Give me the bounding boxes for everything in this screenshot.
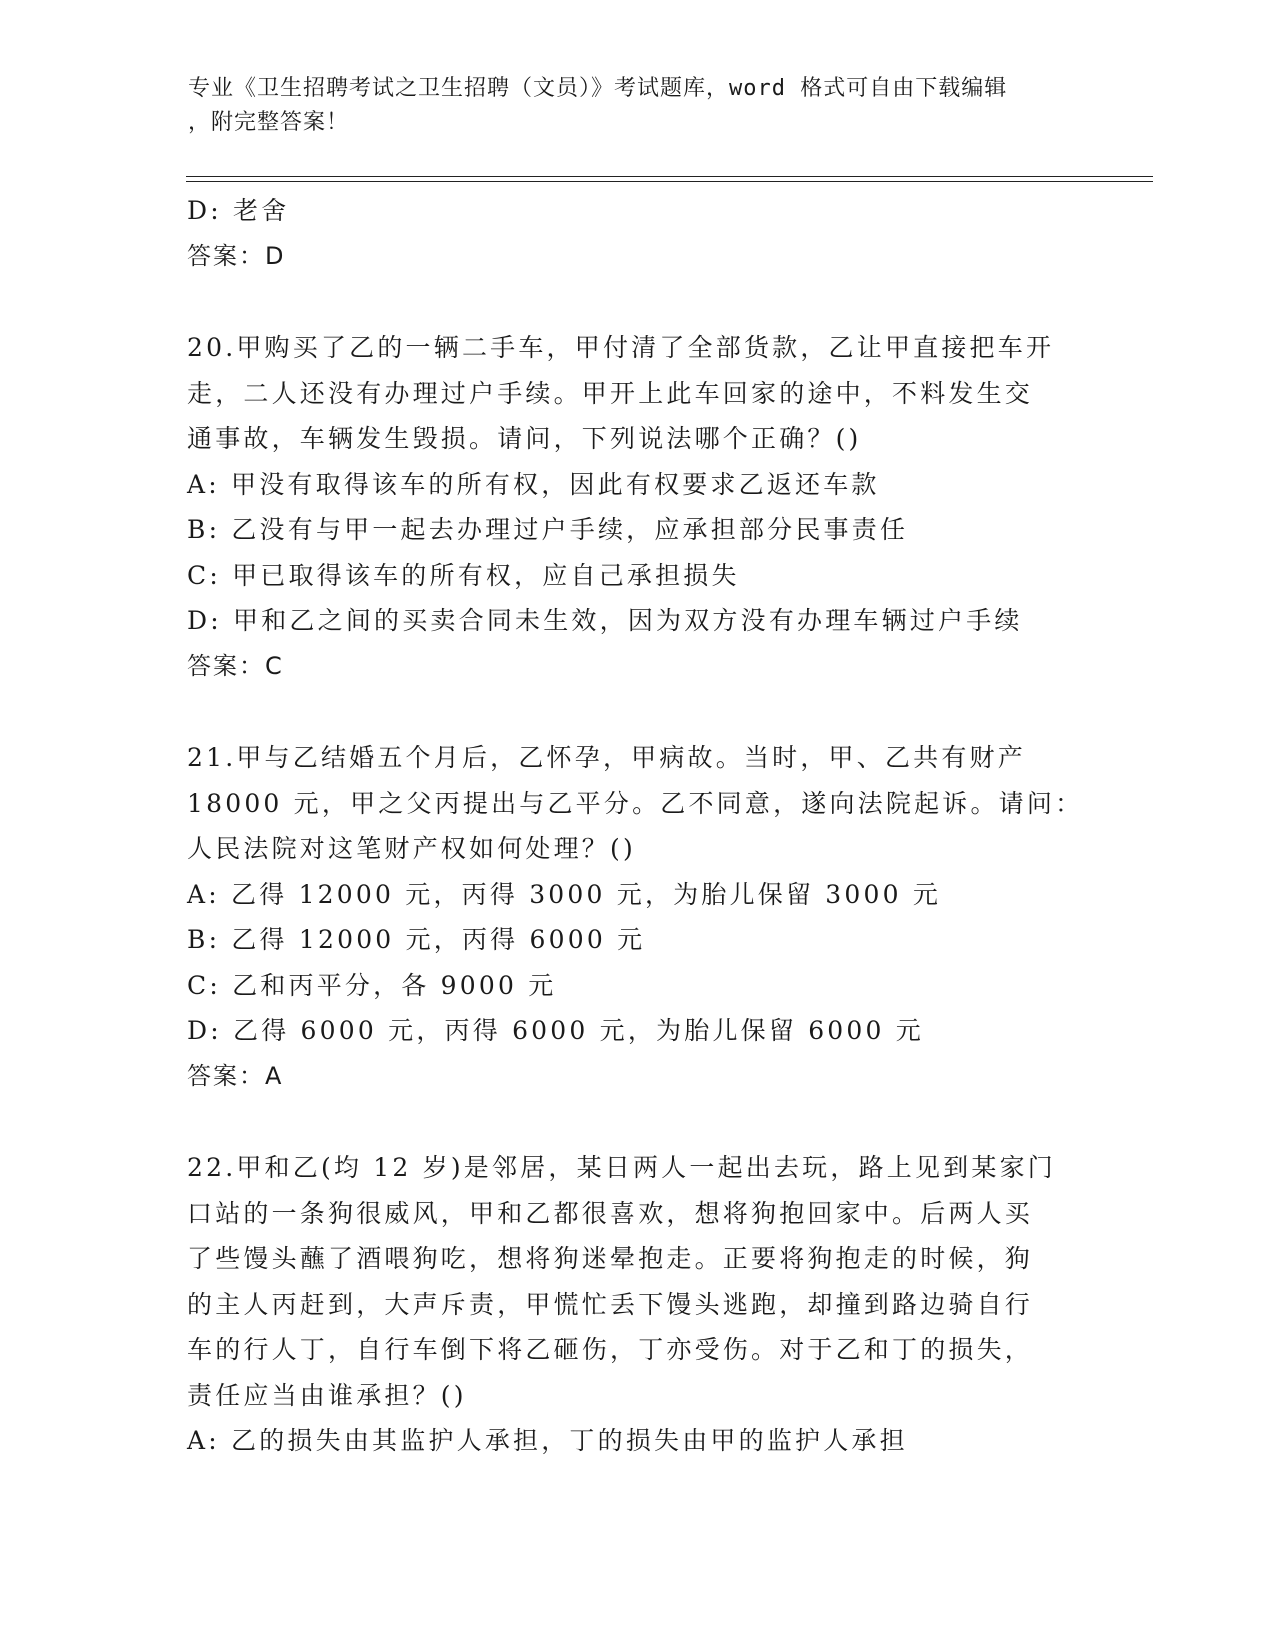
answer-line: 答案：D xyxy=(187,241,286,270)
question-content xyxy=(187,188,1087,1464)
previous-question-tail xyxy=(187,188,1087,279)
answer-line: 答案：A xyxy=(187,1061,284,1090)
question-stem-line: 通事故，车辆发生毁损。请问，下列说法哪个正确？() xyxy=(187,424,862,453)
question-stem-line: 了些馒头蘸了酒喂狗吃，想将狗迷晕抱走。正要将狗抱走的时候，狗 xyxy=(187,1244,1034,1273)
spacer xyxy=(187,689,1087,735)
question-stem-line: 责任应当由谁承担？() xyxy=(187,1380,467,1410)
question-stem-line: 走，二人还没有办理过户手续。甲开上此车回家的途中，不料发生交 xyxy=(187,378,1034,408)
header-line-2: ，附完整答案！ xyxy=(188,110,350,135)
option-a: A: 乙的损失由其监护人承担，丁的损失由甲的监护人承担 xyxy=(187,1426,908,1455)
question-stem-line: 车的行人丁，自行车倒下将乙砸伤，丁亦受伤。对于乙和丁的损失， xyxy=(187,1335,1034,1364)
answer-line: 答案：C xyxy=(187,651,284,680)
question-stem-line: 人民法院对这笔财产权如何处理？() xyxy=(187,834,636,863)
question-stem-line: 18000 元，甲之父丙提出与乙平分。乙不同意，遂向法院起诉。请问： xyxy=(187,788,1084,818)
question-stem-line: 口站的一条狗很威风，甲和乙都很喜欢，想将狗抱回家中。后两人买 xyxy=(187,1198,1034,1228)
option-a: A: 乙得 12000 元，丙得 3000 元，为胎儿保留 3000 元 xyxy=(187,879,942,909)
header-divider-top xyxy=(186,176,1153,177)
page-header xyxy=(188,72,1068,140)
question-stem-line: 21.甲与乙结婚五个月后，乙怀孕，甲病故。当时，甲、乙共有财产 xyxy=(187,743,1026,772)
header-line-1: 专业《卫生招聘考试之卫生招聘（文员）》考试题库，word 格式可自由下载编辑 xyxy=(188,76,1008,101)
question-22 xyxy=(187,1145,1087,1464)
option-d: D: 老舍 xyxy=(187,196,290,225)
header-divider-bottom xyxy=(186,181,1153,182)
spacer xyxy=(187,279,1087,325)
question-21 xyxy=(187,735,1087,1099)
question-stem-line: 20.甲购买了乙的一辆二手车，甲付清了全部货款，乙让甲直接把车开 xyxy=(187,333,1055,362)
spacer xyxy=(187,1099,1087,1145)
option-b: B: 乙没有与甲一起去办理过户手续，应承担部分民事责任 xyxy=(187,515,909,544)
option-d: D: 乙得 6000 元，丙得 6000 元，为胎儿保留 6000 元 xyxy=(187,1016,924,1045)
option-a: A: 甲没有取得该车的所有权，因此有权要求乙返还车款 xyxy=(187,469,880,499)
option-d: D: 甲和乙之间的买卖合同未生效，因为双方没有办理车辆过户手续 xyxy=(187,606,1023,635)
option-c: C: 甲已取得该车的所有权，应自己承担损失 xyxy=(187,560,740,590)
question-stem-line: 的主人丙赶到，大声斥责，甲慌忙丢下馒头逃跑，却撞到路边骑自行 xyxy=(187,1289,1034,1319)
question-20 xyxy=(187,325,1087,689)
question-stem-line: 22.甲和乙(均 12 岁)是邻居，某日两人一起出去玩，路上见到某家门 xyxy=(187,1153,1056,1182)
option-c: C: 乙和丙平分，各 9000 元 xyxy=(187,970,557,1000)
option-b: B: 乙得 12000 元，丙得 6000 元 xyxy=(187,925,646,954)
